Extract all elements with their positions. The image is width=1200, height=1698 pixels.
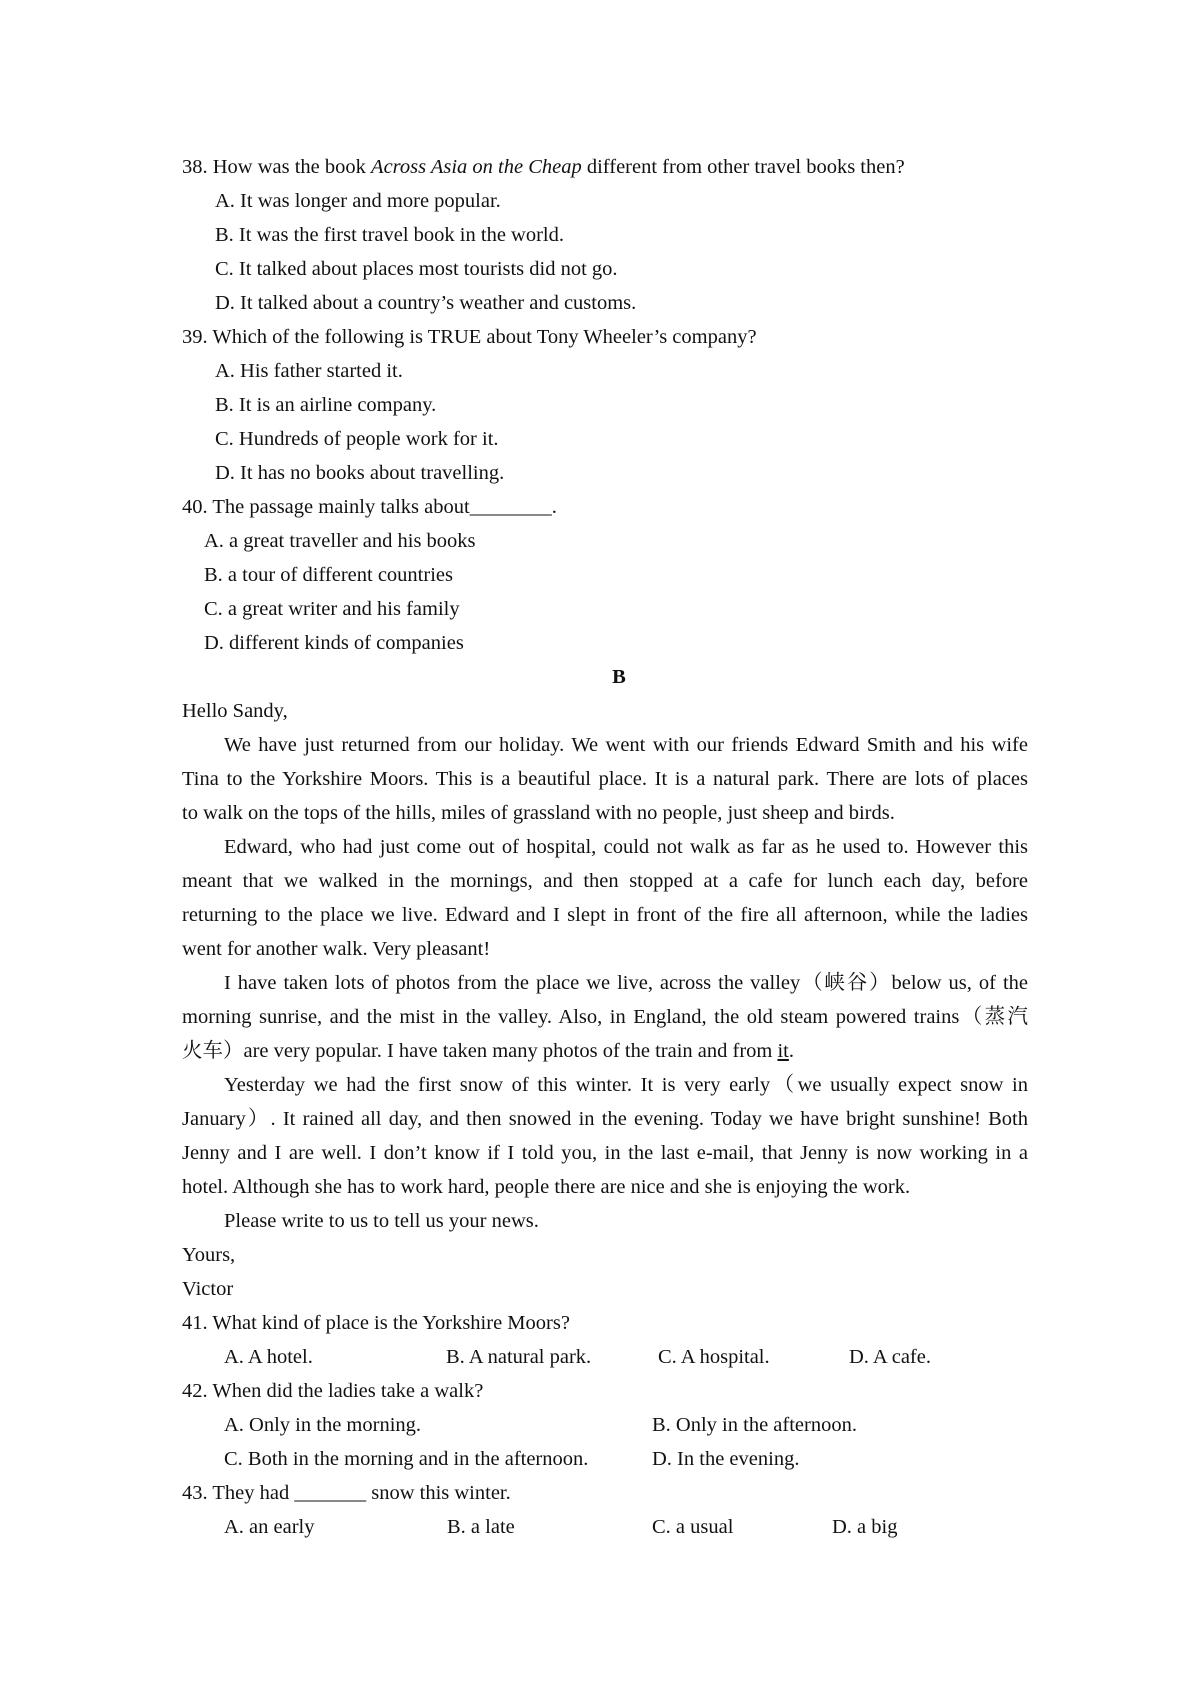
option-38-b: B. It was the first travel book in the world. bbox=[215, 224, 565, 246]
letter-line: Yesterday we had the first snow of this winter. It is very early（we usually expect snow in bbox=[224, 1074, 1028, 1096]
options-42-row-1 bbox=[0, 1408, 1200, 1442]
book-title: Across Asia on the Cheap bbox=[371, 156, 582, 178]
option-40-b: B. a tour of different countries bbox=[204, 564, 453, 586]
options-42-row-2 bbox=[0, 1442, 1200, 1476]
letter-line: Edward, who had just come out of hospital, could not walk as far as he used to. However this bbox=[224, 836, 1028, 858]
option-41-d: D. A cafe. bbox=[849, 1346, 931, 1368]
letter-closing: Yours, bbox=[182, 1244, 236, 1266]
option-40-c: C. a great writer and his family bbox=[204, 598, 460, 620]
options-41 bbox=[0, 1340, 1200, 1374]
option-38-c: C. It talked about places most tourists did not go. bbox=[215, 258, 618, 280]
question-42: 42. When did the ladies take a walk? bbox=[182, 1380, 484, 1402]
letter-line: morning sunrise, and the mist in the valley. Also, in England, the old steam powered trains（蒸汽 bbox=[182, 1006, 1028, 1028]
letter-line-text: 火车）are very popular. I have taken many photos of the train and from bbox=[182, 1040, 778, 1062]
section-heading: B bbox=[612, 666, 626, 688]
letter-line-text-end: . bbox=[788, 1040, 794, 1062]
option-40-d: D. different kinds of companies bbox=[204, 632, 464, 654]
option-42-d: D. In the evening. bbox=[652, 1448, 800, 1470]
option-38-d: D. It talked about a country’s weather and customs. bbox=[215, 292, 637, 314]
letter-line: Jenny and I are well. I don’t know if I told you, in the last e-mail, that Jenny is now working in a bbox=[182, 1142, 1028, 1164]
question-39: 39. Which of the following is TRUE about Tony Wheeler’s company? bbox=[182, 326, 757, 348]
option-39-a: A. His father started it. bbox=[215, 360, 403, 382]
letter-greeting: Hello Sandy, bbox=[182, 700, 288, 722]
letter-line: I have taken lots of photos from the place we live, across the valley（峡谷）below us, of the bbox=[224, 972, 1028, 994]
question-38-text-pre: 38. How was the book bbox=[182, 156, 372, 178]
option-41-a: A. A hotel. bbox=[224, 1346, 313, 1368]
question-43: 43. They had _______ snow this winter. bbox=[182, 1482, 511, 1504]
question-38-text-post: different from other travel books then? bbox=[581, 156, 905, 178]
letter-line: Please write to us to tell us your news. bbox=[224, 1210, 539, 1232]
underlined-word-it: it bbox=[777, 1040, 789, 1062]
option-41-b: B. A natural park. bbox=[446, 1346, 592, 1368]
letter-line: went for another walk. Very pleasant! bbox=[182, 938, 491, 960]
option-42-b: B. Only in the afternoon. bbox=[652, 1414, 857, 1436]
letter-line: January）. It rained all day, and then snowed in the evening. Today we have bright sunshine! Both bbox=[182, 1108, 1028, 1130]
option-43-b: B. a late bbox=[447, 1516, 515, 1538]
option-39-b: B. It is an airline company. bbox=[215, 394, 437, 416]
letter-line: meant that we walked in the mornings, and then stopped at a cafe for lunch each day, before bbox=[182, 870, 1028, 892]
letter-line: We have just returned from our holiday. We went with our friends Edward Smith and his wife bbox=[224, 734, 1028, 756]
option-43-c: C. a usual bbox=[652, 1516, 734, 1538]
option-40-a: A. a great traveller and his books bbox=[204, 530, 476, 552]
letter-line-train bbox=[182, 1034, 1028, 1068]
options-43 bbox=[0, 1510, 1200, 1544]
option-39-c: C. Hundreds of people work for it. bbox=[215, 428, 499, 450]
letter-line: Tina to the Yorkshire Moors. This is a beautiful place. It is a natural park. There are lots of places bbox=[182, 768, 1028, 790]
option-42-c: C. Both in the morning and in the afternoon. bbox=[224, 1448, 589, 1470]
letter-line: hotel. Although she has to work hard, people there are nice and she is enjoying the work. bbox=[182, 1176, 911, 1198]
option-43-a: A. an early bbox=[224, 1516, 315, 1538]
option-41-c: C. A hospital. bbox=[658, 1346, 770, 1368]
option-39-d: D. It has no books about travelling. bbox=[215, 462, 505, 484]
letter-line: to walk on the tops of the hills, miles of grassland with no people, just sheep and birds. bbox=[182, 802, 895, 824]
question-40: 40. The passage mainly talks about________. bbox=[182, 496, 557, 518]
option-43-d: D. a big bbox=[832, 1516, 898, 1538]
option-38-a: A. It was longer and more popular. bbox=[215, 190, 501, 212]
question-38 bbox=[182, 150, 1028, 184]
letter-line: returning to the place we live. Edward and I slept in front of the fire all afternoon, while the ladies bbox=[182, 904, 1028, 926]
question-41: 41. What kind of place is the Yorkshire Moors? bbox=[182, 1312, 570, 1334]
option-42-a: A. Only in the morning. bbox=[224, 1414, 422, 1436]
letter-signature: Victor bbox=[182, 1278, 234, 1300]
